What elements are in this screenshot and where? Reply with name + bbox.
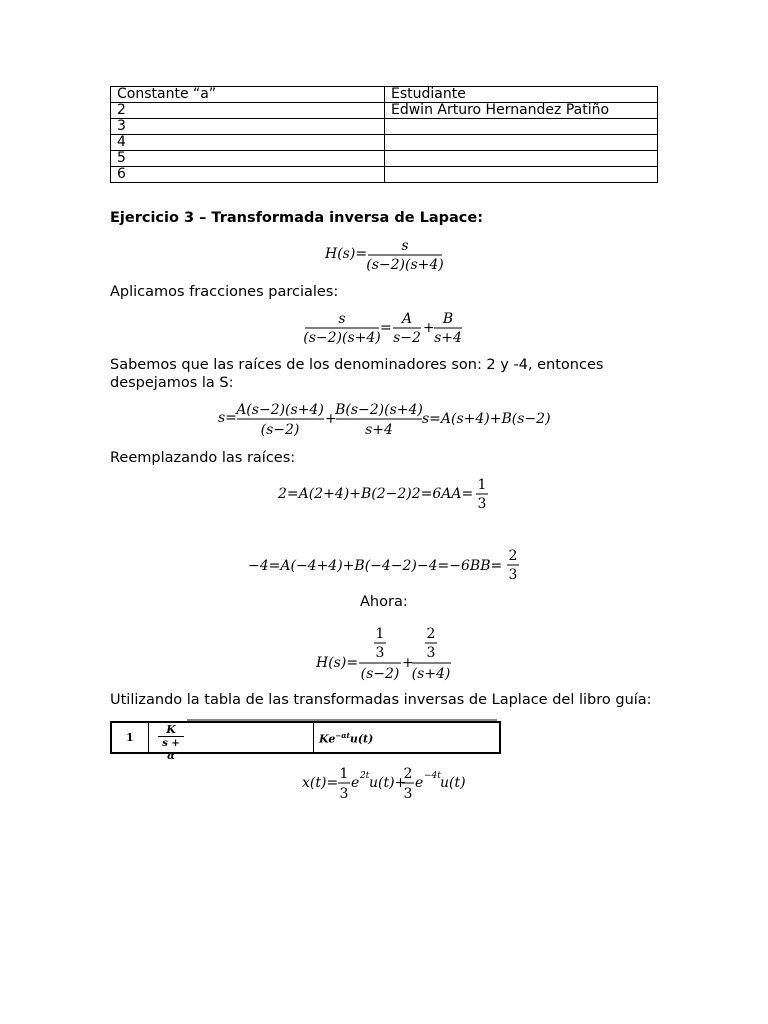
- root1-main: 2=A(2+4)+B(2−2)2=6AA=: [278, 486, 474, 502]
- hs-denominator: (s−2)(s+4): [366, 257, 444, 273]
- pf-numerator: s: [338, 311, 346, 327]
- cell-estudiante: [385, 135, 658, 151]
- table-row: [111, 151, 658, 167]
- plus-sign: +: [423, 320, 435, 336]
- root1-numerator: 1: [477, 477, 487, 493]
- exercise-heading: Ejercicio 3 – Transformada inversa de Lapace:: [110, 210, 484, 226]
- xt-b-den: 3: [403, 786, 413, 802]
- xt-b-num: 2: [403, 766, 413, 782]
- s-rhs: s=A(s+4)+B(s−2): [422, 411, 551, 427]
- cell-constante: 5: [111, 151, 385, 167]
- laplace-f-of-s: [158, 723, 184, 762]
- cell-constante: 2: [111, 103, 385, 119]
- xt-a-num: 1: [339, 766, 349, 782]
- paragraph-fracciones: Aplicamos fracciones parciales:: [110, 284, 339, 300]
- table-row: [111, 135, 658, 151]
- hs2-a-bottom: (s−2): [360, 666, 400, 682]
- hs2-b-num: 2: [426, 626, 436, 642]
- pf-a-denominator: s−2: [393, 330, 421, 346]
- cell-constante: 4: [111, 135, 385, 151]
- column-divider: [313, 723, 314, 752]
- plus-sign: +: [402, 655, 414, 671]
- hs-numerator: s: [401, 238, 409, 254]
- xt-e2: e: [415, 775, 424, 791]
- xt-u1: u(t)+: [369, 775, 407, 791]
- root2-denominator: 3: [508, 567, 518, 583]
- table-row: [111, 167, 658, 183]
- s-term2-denominator: s+4: [365, 422, 393, 438]
- equation-hs: [325, 238, 450, 274]
- students-table: [110, 86, 658, 183]
- paragraph-raices-1: Sabemos que las raíces de los denominadores son: 2 y -4, entonces: [110, 357, 604, 373]
- cell-constante: 6: [111, 167, 385, 183]
- pf-b-numerator: B: [442, 311, 454, 327]
- s-term1-numerator: A(s−2)(s+4): [236, 402, 324, 418]
- laplace-table-excerpt: [110, 721, 501, 762]
- pf-denominator: (s−2)(s+4): [303, 330, 381, 346]
- pf-a-numerator: A: [401, 311, 413, 327]
- hs2-a-den: 3: [375, 645, 385, 661]
- paragraph-reemplazando: Reemplazando las raíces:: [110, 450, 296, 466]
- s-lhs: s=: [218, 410, 237, 426]
- equation-root-1: [278, 477, 493, 513]
- xt-e1: e: [351, 775, 360, 791]
- cell-estudiante: Edwin Arturo Hernandez Patiño: [385, 103, 658, 119]
- table-row: [111, 119, 658, 135]
- xt-a-den: 3: [339, 786, 349, 802]
- equation-partial-fractions: [305, 310, 470, 346]
- header-estudiante: Estudiante: [385, 87, 658, 103]
- laplace-f-denominator: s + α: [162, 738, 180, 762]
- xt-lhs: x(t)=: [302, 775, 339, 791]
- laplace-transform-base: Ke: [319, 732, 336, 746]
- hs2-b-den: 3: [426, 645, 436, 661]
- table-header-row: [111, 87, 658, 103]
- table-row: [111, 103, 658, 119]
- column-divider: [148, 723, 149, 752]
- equation-hs-decomposed: [316, 624, 456, 684]
- xt-exp2: −4t: [424, 771, 441, 781]
- root2-main: −4=A(−4+4)+B(−4−2)−4=−6BB=: [248, 558, 503, 574]
- laplace-time-domain: [319, 731, 373, 752]
- equation-xt: [302, 767, 472, 803]
- paragraph-raices-2: despejamos la S:: [110, 375, 234, 391]
- equation-root-2: [248, 548, 523, 584]
- laplace-f-numerator: K: [158, 723, 184, 737]
- cell-estudiante: [385, 167, 658, 183]
- laplace-transform-exp: −αt: [335, 731, 350, 740]
- pf-b-denominator: s+4: [434, 330, 462, 346]
- hs2-a-num: 1: [375, 626, 385, 642]
- cell-constante: 3: [111, 119, 385, 135]
- laplace-transform-tail: u(t): [349, 732, 374, 746]
- s-term1-denominator: (s−2): [260, 422, 300, 438]
- root1-denominator: 3: [477, 496, 487, 512]
- header-constante: Constante “a”: [111, 87, 385, 103]
- root2-numerator: 2: [508, 548, 518, 564]
- cell-estudiante: [385, 151, 658, 167]
- equation-s: [218, 400, 553, 438]
- laplace-index: 1: [126, 731, 134, 744]
- paragraph-ahora: Ahora:: [360, 594, 408, 610]
- s-term2-numerator: B(s−2)(s+4): [335, 402, 423, 418]
- hs2-b-bottom: (s+4): [411, 666, 451, 682]
- xt-exp1: 2t: [360, 771, 370, 781]
- cell-estudiante: [385, 119, 658, 135]
- equals-sign: =: [380, 320, 392, 336]
- hs2-lhs: H(s)=: [316, 655, 359, 671]
- plus-sign: +: [325, 411, 337, 427]
- hs-lhs: H(s)=: [325, 246, 368, 262]
- xt-u2: u(t): [440, 775, 466, 791]
- paragraph-tabla: Utilizando la tabla de las transformadas inversas de Laplace del libro guía:: [110, 692, 652, 708]
- table-top-line: [187, 719, 497, 721]
